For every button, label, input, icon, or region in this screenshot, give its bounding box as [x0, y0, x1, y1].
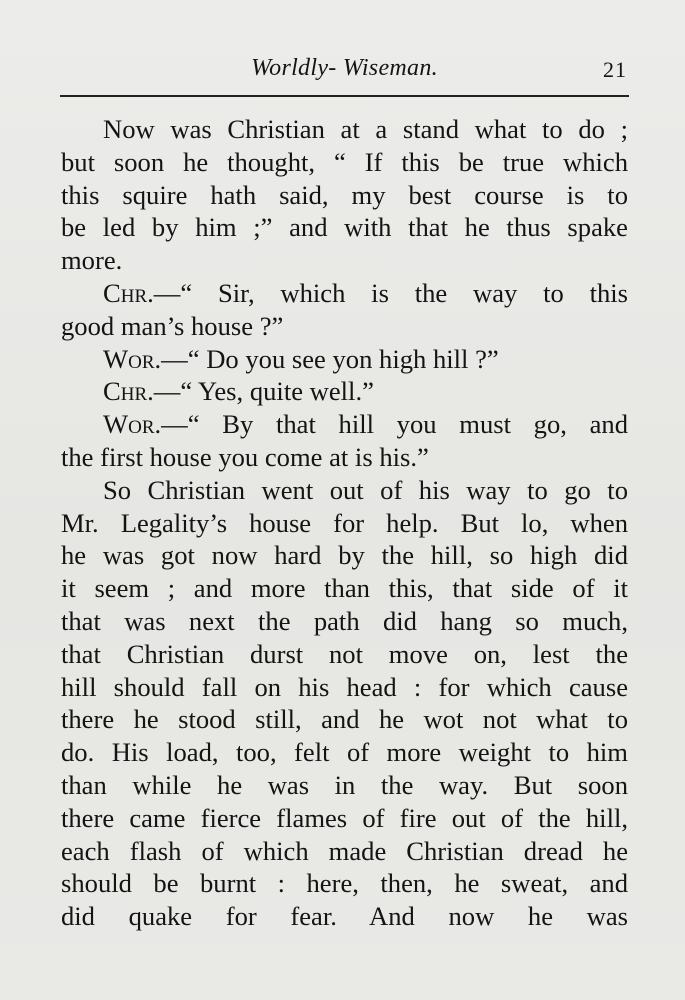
text-line: Wor.—“ By that hill you must go, and [103, 409, 628, 440]
text-line: did quake for fear. And now he was [61, 901, 628, 932]
text-line: that was next the path did hang so much, [61, 605, 628, 636]
page-number: 21 [603, 57, 627, 82]
text-line: So Christian went out of his way to go to [103, 474, 628, 505]
running-head [60, 52, 629, 92]
header-rule [60, 95, 629, 97]
text-line: each flash of which made Christian dread he [61, 835, 628, 866]
text-line: hill should fall on his head : for which cause [61, 671, 628, 702]
text-line: Mr. Legality’s house for help. But lo, when [61, 507, 628, 538]
text-line: there came fierce flames of fire out of the hill, [61, 802, 628, 833]
running-title: Worldly- Wiseman. [251, 55, 438, 81]
text-line: than while he was in the way. But soon [61, 769, 628, 800]
text-line: but soon he thought, “ If this be true which [61, 146, 628, 177]
text-line: it seem ; and more than this, that side of it [61, 573, 628, 604]
text-line: Chr.—“ Sir, which is the way to this [103, 277, 628, 308]
speaker-label: Chr. [103, 376, 154, 407]
text-line: the first house you come at is his.” [61, 441, 429, 472]
text-line: Chr.—“ Yes, quite well.” [103, 376, 374, 407]
text-line: this squire hath said, my best course is to [61, 179, 628, 210]
text-line: should be burnt : here, then, he sweat, and [61, 868, 628, 899]
text-line: be led by him ;” and with that he thus spake [61, 212, 628, 243]
text-line: do. His load, too, felt of more weight to him [61, 737, 628, 768]
speaker-label: Wor. [103, 409, 162, 440]
text-line: that Christian durst not move on, lest the [61, 638, 628, 669]
speaker-label: Wor. [103, 343, 162, 374]
text-line: good man’s house ?” [61, 310, 284, 341]
text-line: there he stood still, and he wot not what to [61, 704, 628, 735]
speaker-label: Chr. [103, 277, 154, 308]
text-line: he was got now hard by the hill, so high did [61, 540, 628, 571]
text-line: Now was Christian at a stand what to do ; [103, 114, 628, 144]
text-line: Wor.—“ Do you see yon high hill ?” [103, 343, 499, 374]
body-text [61, 113, 628, 933]
text-line: more. [61, 245, 123, 276]
